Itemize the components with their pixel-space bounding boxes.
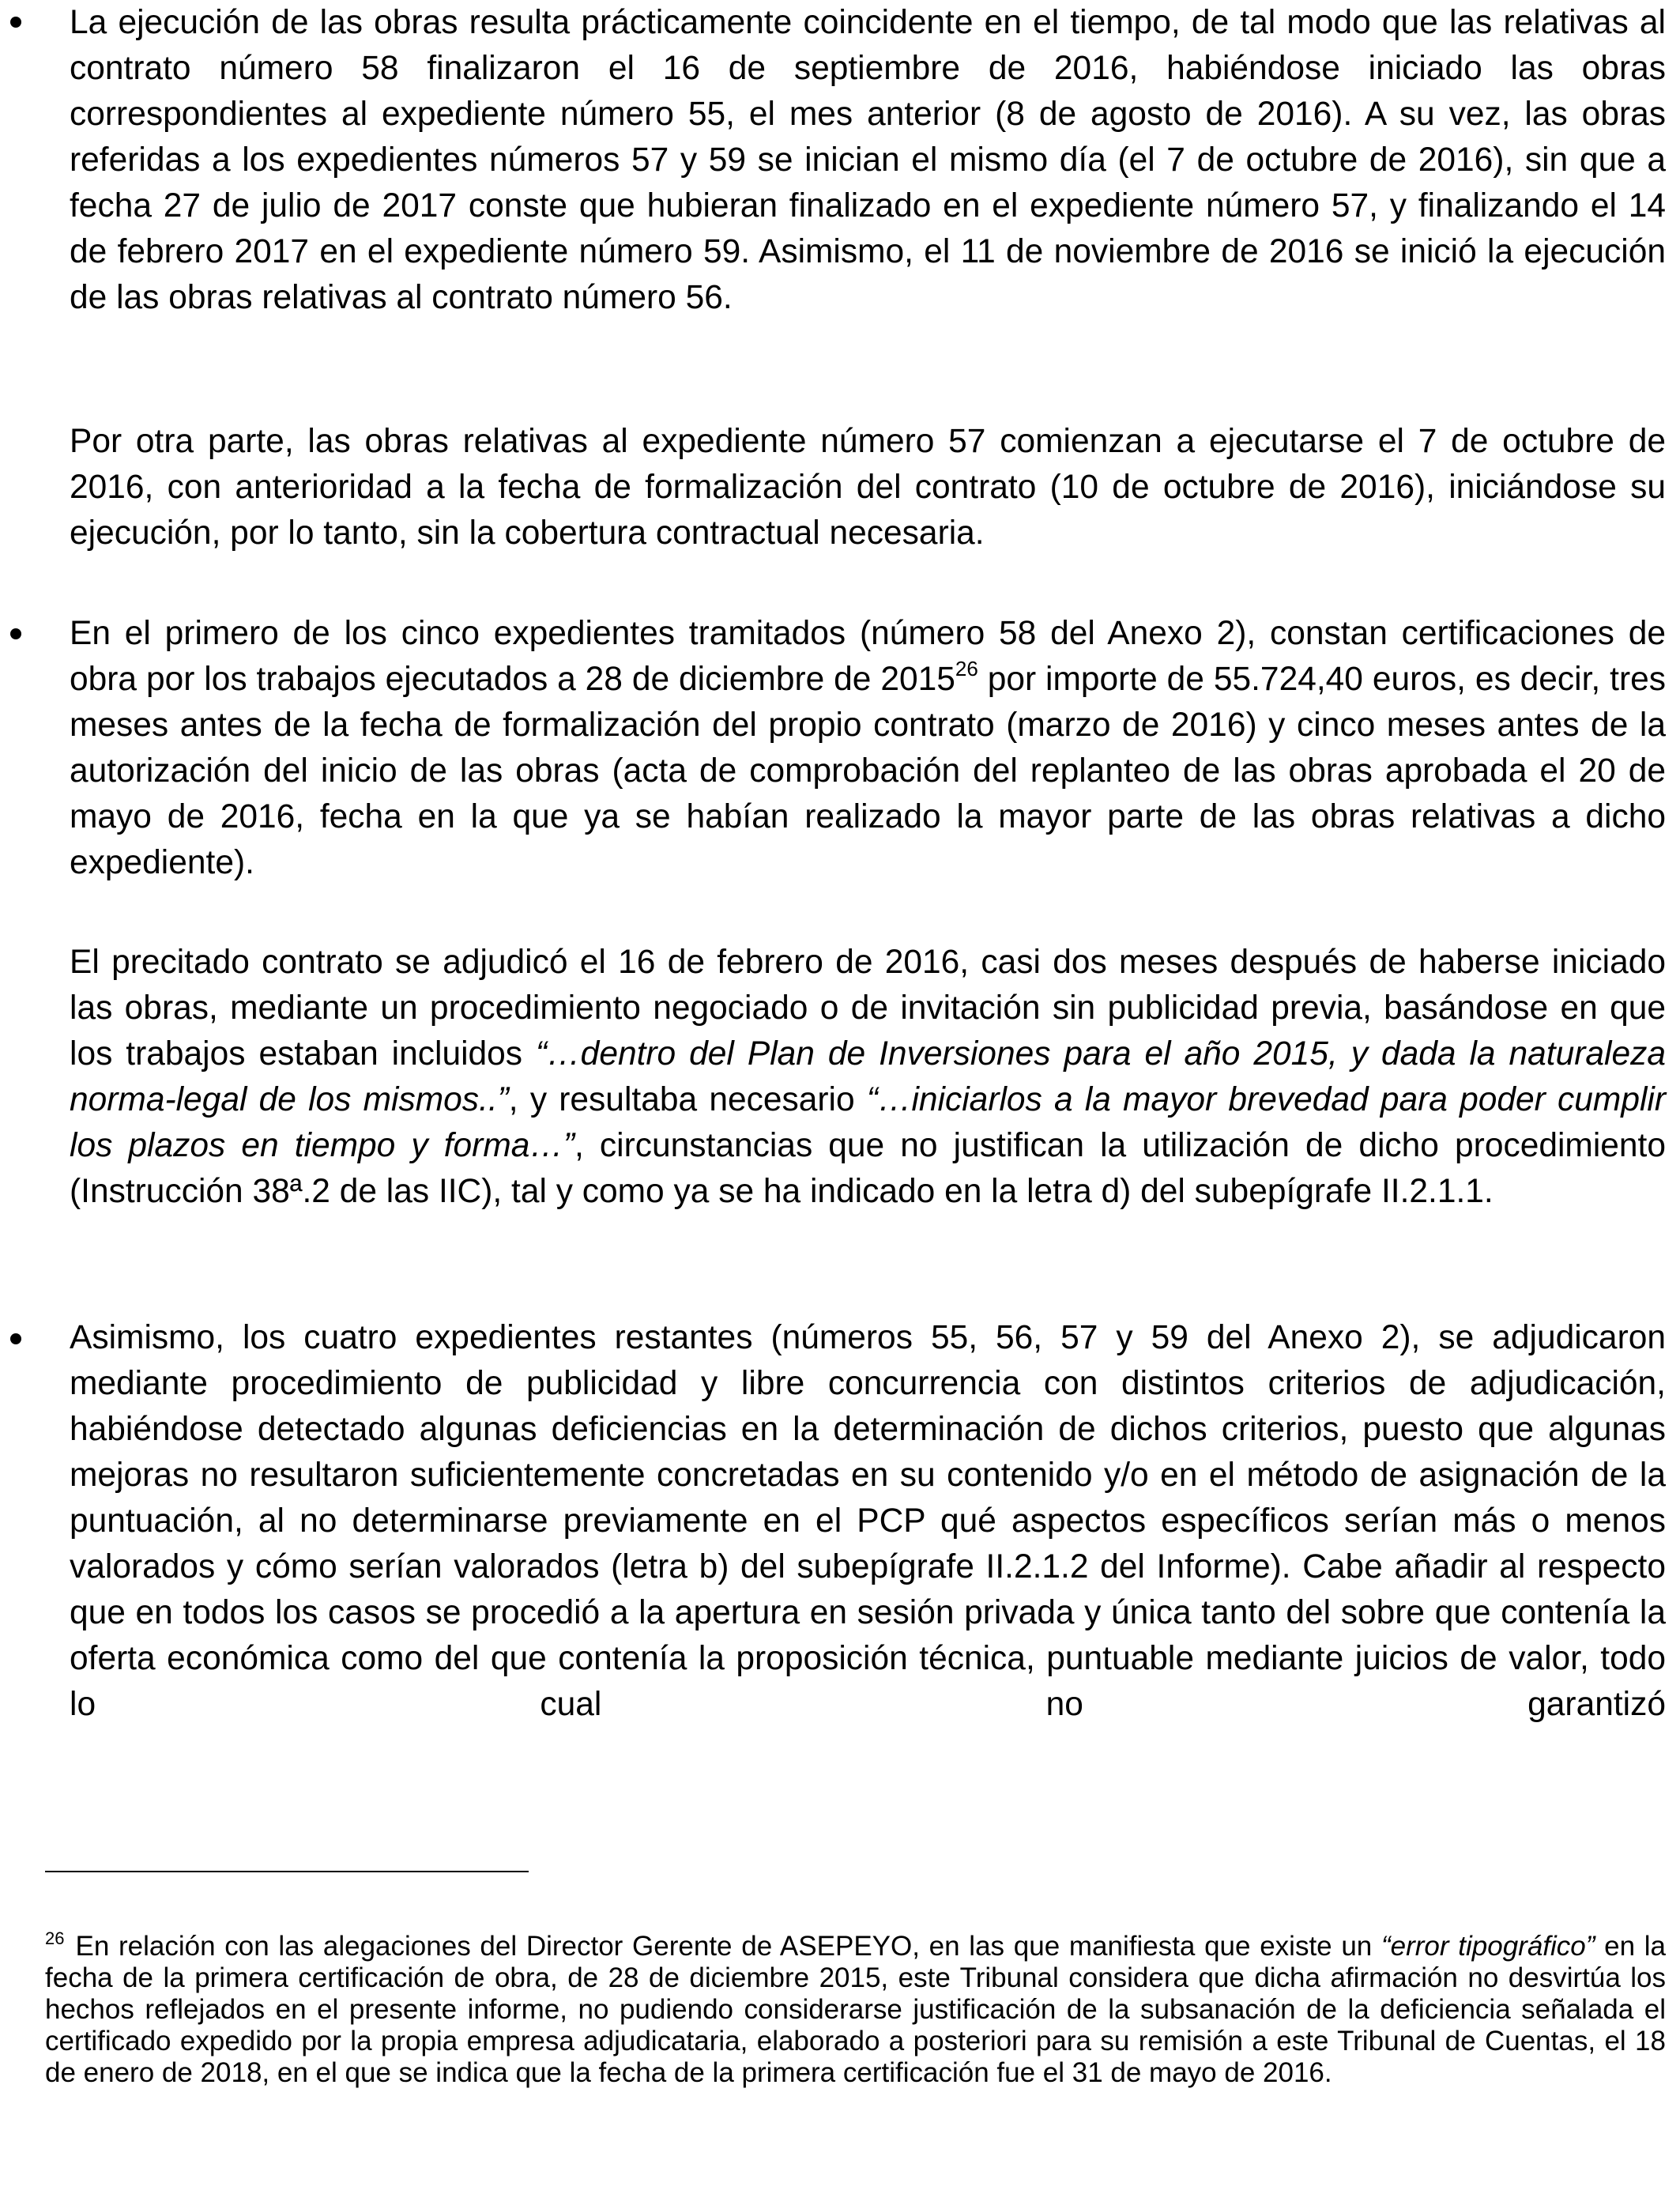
bullet-marker xyxy=(10,626,26,642)
footnote-reference[interactable]: 26 xyxy=(955,657,978,680)
paragraph-remaining-contracts: Asimismo, los cuatro expedientes restantes (números 55, 56, 57 y 59 del Anexo 2), se adjudicaron mediante procedimiento de publicidad y libre concurrencia con distintos criterios de adjudicación, habiéndose detectado algunas deficiencias en la determinación de dichos criterios, puesto que algunas mejoras no resultaron suficientemente concretadas en su contenido y/o en el método de asignación de la puntuación, al no determinarse previamente en el PCP qué aspectos específicos serían más o menos valorados y cómo serían valorados (letra b) del subepígrafe II.2.1.2 del Informe). Cabe añadir al respecto que en todos los casos se procedió a la apertura en sesión privada y única tanto del sobre que contenía la oferta económica como del que contenía la proposición técnica, puntuable mediante juicios de valor, todo lo cual no garantizó xyxy=(70,1319,1666,1723)
bullet-marker xyxy=(10,1331,26,1347)
bullet-marker xyxy=(10,14,26,30)
footnote-number: 26 xyxy=(45,1928,65,1948)
paragraph-contract-58-certifications: En el primero de los cinco expedientes tramitados (número 58 del Anexo 2), constan certificaciones de obra por los trabajos ejecutados a 28 de diciembre de 2015$^{26}$ por importe de 55.724,40 euros, es decir, tres meses antes de la fecha de formalización del propio contrato (marzo de 2016) y cinco meses antes de la autorización del inicio de las obras (acta de comprobación del replanteo de las obras aprobada el 20 de mayo de 2016, fecha en la que ya se habían realizado la mayor parte de las obras relativas a dicho expediente). xyxy=(70,615,1666,881)
footnote-26: $^{26}$ En relación con las alegaciones del Director Gerente de ASEPEYO, en las que manifiesta que existe un “error tipográfico” en la fecha de la primera certificación de obra, de 28 de diciembre 2015, este Tribunal considera que dicha afirmación no desvirtúa los hechos reflejados en el presente informe, no pudiendo considerarse justificación de la subsanación de la deficiencia señalada el certificado expedido por la propia empresa adjudicataria, elaborado a posteriori para su remisión a este Tribunal de Cuentas, el 18 de enero de 2018, en el que se indica que la fecha de la primera certificación fue el 31 de mayo de 2016. xyxy=(45,1928,1667,2088)
footnote-separator xyxy=(45,1871,529,1872)
quote-plan-inversiones: “…dentro del Plan de Inversiones para el año 2015, y dada la naturaleza norma-legal de los mismos..” xyxy=(70,1035,1666,1118)
quote-brevedad: “…iniciarlos a la mayor brevedad para poder cumplir los plazos en tiempo y forma…” xyxy=(70,1081,1666,1164)
paragraph-contract-award: El precitado contrato se adjudicó el 16 de febrero de 2016, casi dos meses después de haberse iniciado las obras, mediante un procedimiento negociado o de invitación sin publicidad previa, basándose en que los trabajos estaban incluidos “…dentro del Plan de Inversiones para el año 2015, y dada la naturaleza norma-legal de los mismos..”, y resultaba necesario “…iniciarlos a la mayor brevedad para poder cumplir los plazos en tiempo y forma…”, circunstancias que no justifican la utilización de dicho procedimiento (Instrucción 38ª.2 de las IIC), tal y como ya se ha indicado en la letra d) del subepígrafe II.2.1.1. xyxy=(70,944,1666,1210)
paragraph-execution-dates: La ejecución de las obras resulta prácticamente coincidente en el tiempo, de tal modo que las relativas al contrato número 58 finalizaron el 16 de septiembre de 2016, habiéndose iniciado las obras correspondientes al expediente número 55, el mes anterior (8 de agosto de 2016). A su vez, las obras referidas a los expedientes números 57 y 59 se inician el mismo día (el 7 de octubre de 2016), sin que a fecha 27 de julio de 2017 conste que hubieran finalizado en el expediente número 57, y finalizando el 14 de febrero 2017 en el expediente número 59. Asimismo, el 11 de noviembre de 2016 se inició la ejecución de las obras relativas al contrato número 56. xyxy=(70,4,1666,316)
paragraph-contract-57: Por otra parte, las obras relativas al expediente número 57 comienzan a ejecutarse el 7 de octubre de 2016, con anterioridad a la fecha de formalización del contrato (10 de octubre de 2016), iniciándose su ejecución, por lo tanto, sin la cobertura contractual necesaria. xyxy=(70,423,1666,552)
quote-error-tipografico: “error tipográfico” xyxy=(1381,1931,1595,1962)
